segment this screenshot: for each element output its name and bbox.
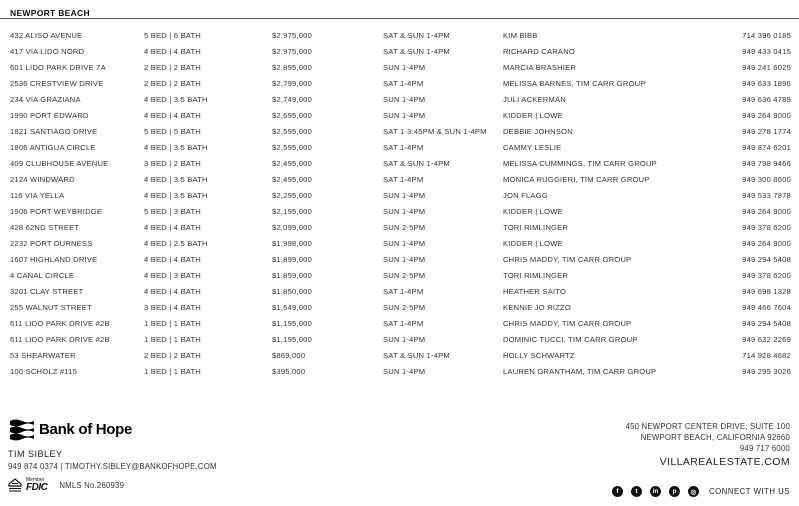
listing-beds-baths: 1 BED | 1 BATH [144,366,201,376]
listing-agent: HEATHER SAITO [503,286,567,296]
listing-beds-baths: 4 BED | 4 BATH [144,46,201,56]
listing-open-house-time: SUN 2-5PM [383,222,426,232]
listing-agent: MONICA RUGGIERI, TIM CARR GROUP [503,174,650,184]
listing-beds-baths: 4 BED | 4 BATH [144,222,201,232]
listing-price: $2,495,000 [272,158,313,168]
listing-row [0,155,799,171]
listing-row [0,251,799,267]
equal-housing-lender-icon [8,478,22,493]
listing-address: 4 CANAL CIRCLE [10,270,75,280]
listing-beds-baths: 4 BED | 3.5 BATH [144,142,208,152]
listing-price: $2,975,000 [272,46,313,56]
twitter-icon[interactable]: t [631,486,642,497]
listing-price: $1,649,000 [272,302,313,312]
listing-beds-baths: 3 BED | 4 BATH [144,302,201,312]
fdic-badge [26,478,47,493]
listing-beds-baths: 4 BED | 4 BATH [144,110,201,120]
listing-beds-baths: 4 BED | 2.5 BATH [144,238,208,248]
listing-phone: 949 636 4789 [742,94,791,104]
listing-row [0,107,799,123]
listing-agent: LAUREN GRANTHAM, TIM CARR GROUP [503,366,657,376]
listing-phone: 949 433 0415 [742,46,791,56]
listing-price: $2,975,000 [272,30,313,40]
listing-open-house-time: SUN 2-5PM [383,302,426,312]
contact-phone-email[interactable]: 949 874 0374 | TIMOTHY.SIBLEY@BANKOFHOPE.COM [8,462,217,471]
listing-address: 432 ALISO AVENUE [10,30,83,40]
listing-row [0,91,799,107]
listing-open-house-time: SUN 1-4PM [383,206,426,216]
listing-row [0,219,799,235]
listing-price: $2,695,000 [272,110,313,120]
listing-address: 1821 SANTIAGO DRIVE [10,126,98,136]
listing-price: $1,195,000 [272,334,313,344]
listing-row [0,171,799,187]
fdic-label: FDIC [26,482,48,493]
address-line-2: NEWPORT BEACH, CALIFORNIA 92660 [640,433,790,442]
listing-beds-baths: 1 BED | 1 BATH [144,334,201,344]
listing-open-house-time: SUN 1-4PM [383,190,426,200]
listing-address: 611 LIDO PARK DRIVE #2B [10,318,110,328]
listing-address: 1806 ANTIGUA CIRCLE [10,142,96,152]
listing-open-house-time: SAT 1-4PM [383,318,424,328]
listing-phone: 949 874 6201 [742,142,791,152]
listing-price: $1,899,000 [272,254,313,264]
listing-phone: 949 378 6200 [742,270,791,280]
header-rule [0,18,799,19]
listing-row [0,363,799,379]
listing-price: $2,799,000 [272,78,313,88]
listing-open-house-time: SAT 1-3:45PM & SUN 1-4PM [383,126,487,136]
listing-row [0,267,799,283]
listing-beds-baths: 4 BED | 4 BATH [144,254,201,264]
listing-address: 2232 PORT DURNESS [10,238,93,248]
listing-row [0,315,799,331]
listing-phone: 949 264 9000 [742,206,791,216]
listing-agent: CAMMY LESLIE [503,142,562,152]
listing-phone: 949 294 5408 [742,254,791,264]
address-line-1: 450 NEWPORT CENTER DRIVE, SUITE 100 [625,422,790,431]
listing-price: $2,749,000 [272,94,313,104]
listing-row [0,235,799,251]
listing-agent: KIDDER | LOWE [503,206,563,216]
listing-phone: 949 294 5408 [742,318,791,328]
listing-beds-baths: 2 BED | 2 BATH [144,62,201,72]
listing-price: $2,099,000 [272,222,313,232]
listing-open-house-time: SAT & SUN 1-4PM [383,46,450,56]
listing-phone: 714 928 4682 [742,350,791,360]
listing-agent: DOMINIC TUCCI, TIM CARR GROUP [503,334,638,344]
connect-label: CONNECT WITH US [709,487,790,496]
listing-address: 409 CLUBHOUSE AVENUE [10,158,109,168]
listing-address: 3201 CLAY STREET [10,286,84,296]
listing-row [0,59,799,75]
listing-beds-baths: 4 BED | 3.5 BATH [144,190,208,200]
listing-price: $2,495,000 [272,174,313,184]
bank-logo-text: Bank of Hope [39,420,133,438]
listing-phone: 949 300 8600 [742,174,791,184]
listing-price: $1,859,000 [272,270,313,280]
listing-row [0,43,799,59]
listing-address: 234 VIA GRAZIANA [10,94,81,104]
listing-price: $869,000 [272,350,306,360]
listing-agent: CHRIS MADDY, TIM CARR GROUP [503,318,632,328]
listing-beds-baths: 1 BED | 1 BATH [144,318,201,328]
listing-price: $2,895,000 [272,62,313,72]
listing-price: $395,000 [272,366,306,376]
listing-row [0,75,799,91]
listing-open-house-time: SAT 1-4PM [383,286,424,296]
facebook-icon[interactable]: f [612,486,623,497]
office-address [626,421,790,454]
compliance-badges [8,478,124,493]
listing-row [0,283,799,299]
listing-open-house-time: SAT 1-4PM [383,78,424,88]
listing-open-house-time: SUN 2-5PM [383,270,426,280]
listing-price: $2,195,000 [272,206,313,216]
listing-address: 2536 CRESTVIEW DRIVE [10,78,104,88]
listing-phone: 949 241 6025 [742,62,791,72]
listing-phone: 949 264 9000 [742,238,791,248]
listing-row [0,27,799,43]
listing-open-house-time: SUN 1-4PM [383,254,426,264]
listing-agent: MARCIA BRASHIER [503,62,577,72]
listing-agent: MELISSA BARNES, TIM CARR GROUP [503,78,646,88]
listing-agent: TORI RIMLINGER [503,222,569,232]
listing-address: 116 VIA YELLA [10,190,65,200]
listing-beds-baths: 4 BED | 3 BATH [144,270,201,280]
bank-logo[interactable] [8,417,132,441]
listing-open-house-time: SUN 1-4PM [383,94,426,104]
website-link[interactable]: VILLAREALESTATE.COM [659,456,790,468]
listing-phone: 949 295 3026 [742,366,791,376]
listing-phone: 949 633 1896 [742,78,791,88]
listing-open-house-time: SUN 1-4PM [383,110,426,120]
contact-name: TIM SIBLEY [8,449,63,459]
listing-price: $1,850,000 [272,286,313,296]
listing-price: $2,595,000 [272,142,313,152]
listing-beds-baths: 5 BED | 3 BATH [144,206,201,216]
listing-address: 53 SHEARWATER [10,350,76,360]
listing-address: 2124 WINDWARD [10,174,75,184]
listing-row [0,347,799,363]
nmls-number: NMLS No.260939 [59,481,125,490]
listing-agent: RICHARD CARANO [503,46,575,56]
listing-beds-baths: 4 BED | 3.5 BATH [144,94,208,104]
listing-open-house-time: SAT 1-4PM [383,174,424,184]
listing-open-house-time: SAT & SUN 1-4PM [383,30,450,40]
listing-address: 611 LIDO PARK DRIVE #2B [10,334,110,344]
listing-price: $2,595,000 [272,126,313,136]
listing-phone: 949 466 7604 [742,302,791,312]
listing-agent: JULI ACKERMAN [503,94,566,104]
listing-phone: 949 698 1328 [742,286,791,296]
bank-logo-mark-icon [8,417,34,441]
listing-beds-baths: 4 BED | 3.5 BATH [144,174,208,184]
listing-agent: KIM BIBB [503,30,538,40]
listing-agent: KIDDER | LOWE [503,110,563,120]
fdic-member-label: Member [26,477,45,483]
pinterest-icon[interactable]: p [669,486,680,497]
listing-row [0,331,799,347]
listing-agent: CHRIS MADDY, TIM CARR GROUP [503,254,632,264]
listing-phone: 949 264 9000 [742,110,791,120]
listing-row [0,203,799,219]
listing-address: 1990 PORT EDWARD [10,110,89,120]
listing-row [0,123,799,139]
listing-phone: 949 798 9466 [742,158,791,168]
listing-beds-baths: 2 BED | 2 BATH [144,78,201,88]
social-links [612,486,790,497]
listing-agent: TORI RIMLINGER [503,270,569,280]
listings-table [0,27,799,379]
listing-open-house-time: SUN 1-4PM [383,62,426,72]
listing-price: $1,998,000 [272,238,313,248]
listing-address: 428 62ND STREET [10,222,80,232]
listing-address: 100 SCHOLZ #115 [10,366,78,376]
listing-agent: KIDDER | LOWE [503,238,563,248]
listing-open-house-time: SUN 1-4PM [383,334,426,344]
listing-price: $1,195,000 [272,318,313,328]
listing-open-house-time: SUN 1-4PM [383,366,426,376]
listing-phone: 714 396 0185 [742,30,791,40]
listing-row [0,299,799,315]
listing-agent: DEBBIE JOHNSON [503,126,573,136]
listing-address: 417 VIA LIDO NORD [10,46,85,56]
listing-phone: 949 378 6200 [742,222,791,232]
listing-open-house-time: SAT & SUN 1-4PM [383,158,450,168]
listing-agent: JON FLAGG [503,190,548,200]
listing-address: 255 WALNUT STREET [10,302,92,312]
instagram-icon[interactable]: ◎ [688,486,699,497]
listing-row [0,139,799,155]
listing-phone: 949 278 1774 [742,126,791,136]
listing-phone: 949 533 7878 [742,190,791,200]
listing-beds-baths: 4 BED | 4 BATH [144,286,201,296]
listing-beds-baths: 2 BED | 2 BATH [144,350,201,360]
listing-address: 1607 HIGHLAND DRIVE [10,254,98,264]
listing-agent: HOLLY SCHWARTZ [503,350,575,360]
listing-beds-baths: 5 BED | 6 BATH [144,30,201,40]
listing-beds-baths: 5 BED | 5 BATH [144,126,201,136]
listing-open-house-time: SUN 1-4PM [383,238,426,248]
listing-row [0,187,799,203]
listing-address: 601 LIDO PARK DRIVE 7A [10,62,106,72]
listing-beds-baths: 3 BED | 2 BATH [144,158,201,168]
listings-body [0,27,799,379]
listing-price: $2,295,000 [272,190,313,200]
linkedin-icon[interactable]: in [650,486,661,497]
listing-open-house-time: SAT 1-4PM [383,142,424,152]
listing-agent: MELISSA CUMMINGS, TIM CARR GROUP [503,158,657,168]
office-phone[interactable]: 949 717 6000 [739,444,790,453]
listing-open-house-time: SAT & SUN 1-4PM [383,350,450,360]
listing-address: 1906 PORT WEYBRIDGE [10,206,103,216]
listing-phone: 949 632 2269 [742,334,791,344]
section-title: NEWPORT BEACH [10,8,90,18]
listing-agent: KENNIE JO RIZZO [503,302,571,312]
